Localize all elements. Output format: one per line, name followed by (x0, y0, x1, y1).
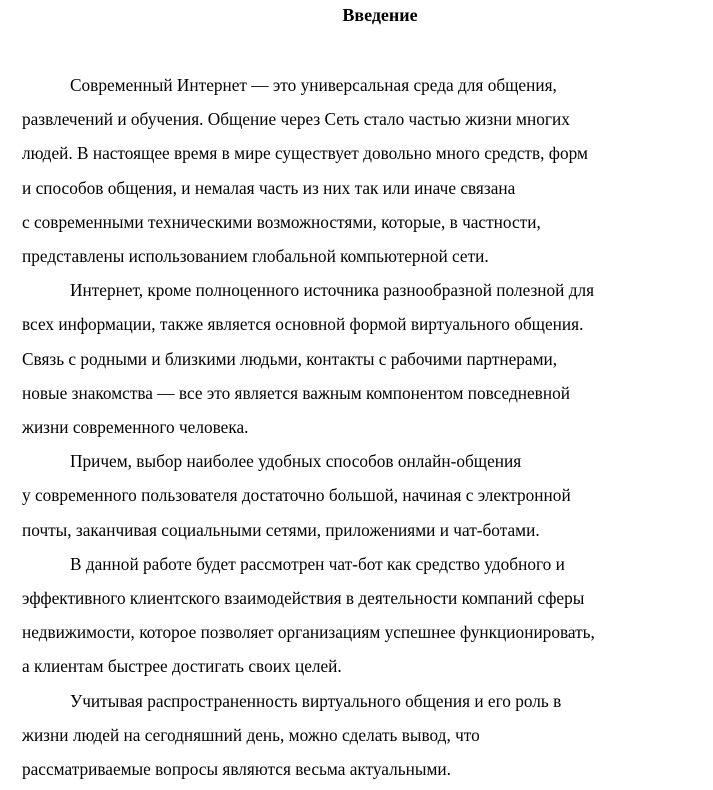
paragraph (22, 273, 713, 444)
document-body (22, 68, 713, 786)
text-line: недвижимости, которое позволяет организациям успешнее функционировать, (22, 622, 595, 643)
text-line: Интернет, кроме полноценного источника разнообразной полезной для (70, 280, 595, 301)
text-line: людей. В настоящее время в мире существует довольно много средств, форм (22, 143, 588, 164)
text-line: Связь с родными и близкими людьми, контакты с рабочими партнерами, (22, 348, 558, 369)
text-line: Учитывая распространенность виртуального общения и его роль в (70, 690, 562, 711)
paragraph (22, 68, 713, 273)
paragraph (22, 547, 713, 684)
text-line: с современными техническими возможностями, которые, в частности, (22, 211, 541, 232)
text-line: развлечений и обучения. Общение через Сеть стало частью жизни многих (22, 109, 570, 130)
text-line: почты, заканчивая социальными сетями, приложениями и чат-ботами. (22, 519, 540, 540)
text-line: В данной работе будет рассмотрен чат-бот как средство удобного и (70, 553, 565, 574)
text-line: Современный Интернет — это универсальная среда для общения, (70, 75, 557, 95)
text-line: а клиентам быстрее достигать своих целей. (22, 656, 342, 677)
text-line: новые знакомства — все это является важным компонентом повседневной (22, 382, 570, 403)
paragraph (22, 444, 713, 547)
text-line: представлены использованием глобальной компьютерной сети. (22, 246, 489, 267)
text-line: Причем, выбор наиболее удобных способов онлайн-общения (70, 451, 522, 472)
text-line: и способов общения, и немалая часть из них так или иначе связана (22, 177, 516, 198)
paragraph (22, 684, 713, 787)
text-line: жизни людей на сегодняшний день, можно сделать вывод, что (22, 724, 480, 745)
text-line: всех информации, также является основной формой виртуального общения. (22, 314, 584, 335)
text-line: жизни современного человека. (22, 417, 249, 438)
text-line: у современного пользователя достаточно большой, начиная с электронной (22, 485, 571, 506)
document-title: Введение (342, 5, 418, 25)
text-line: рассматриваемые вопросы являются весьма актуальными. (22, 759, 451, 780)
text-line: эффективного клиентского взаимодействия в деятельности компаний сферы (22, 588, 585, 609)
